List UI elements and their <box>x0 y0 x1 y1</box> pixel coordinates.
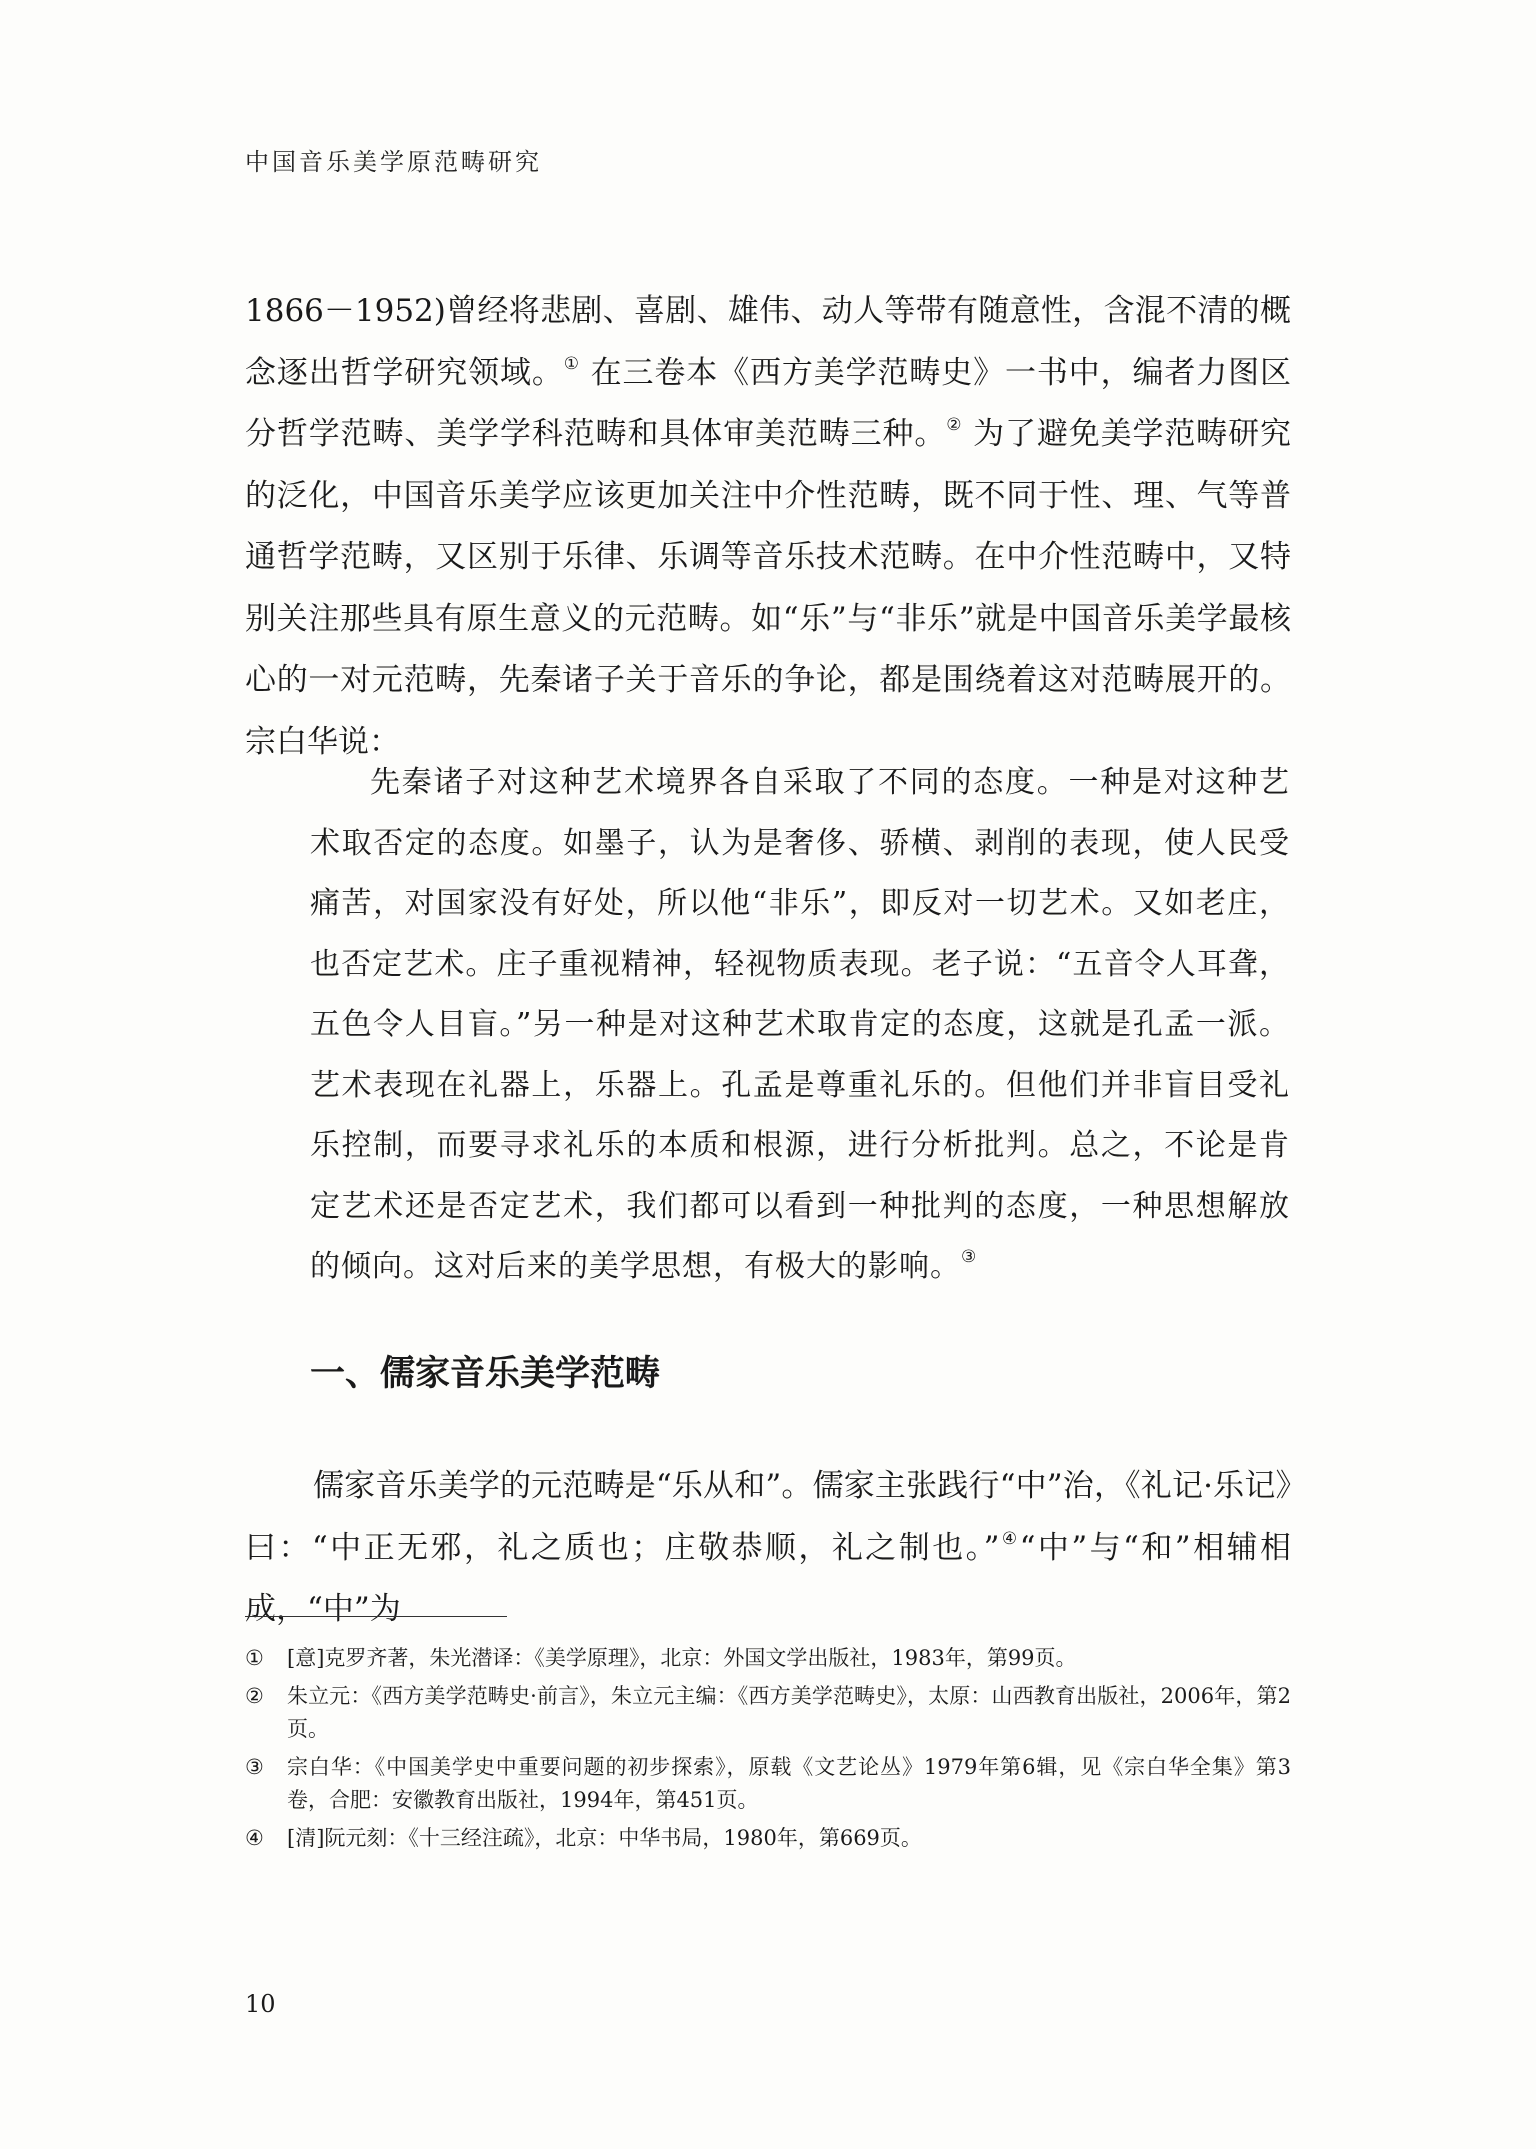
footnote-text: 朱立元：《西方美学范畴史·前言》，朱立元主编：《西方美学范畴史》，太原：山西教育出版社，2006年，第2页。 <box>287 1684 1291 1741</box>
quote-text: 先秦诸子对这种艺术境界各自采取了不同的态度。一种是对这种艺术取否定的态度。如墨子，认为是奢侈、骄横、剥削的表现，使人民受痛苦，对国家没有好处，所以他“非乐”，即反对一切艺术。又如老庄，也否定艺术。庄子重视精神，轻视物质表现。老子说：“五音令人耳聋，五色令人目盲。”另一种是对这种艺术取肯定的态度，这就是孔孟一派。艺术表现在礼器上，乐器上。孔孟是尊重礼乐的。但他们并非盲目受礼乐控制，而要寻求礼乐的本质和根源，进行分析批判。总之，不论是肯定艺术还是否定艺术，我们都可以看到一种批判的态度，一种思想解放的倾向。这对后来的美学思想，有极大的影响。 <box>310 765 1290 1284</box>
footnote-mark: ④ <box>245 1826 264 1850</box>
footnote-mark: ② <box>245 1684 264 1708</box>
paragraph-text: 1866－1952)曾经将悲剧、喜剧、雄伟、动人等带有随意性，含混不清的概念逐出哲学研究领域。 <box>245 293 1291 391</box>
footnote-ref-3[interactable]: ③ <box>961 1247 978 1267</box>
paragraph-text: 为了避免美学范畴研究的泛化，中国音乐美学应该更加关注中介性范畴，既不同于性、理、气等普通哲学范畴，又区别于乐律、乐调等音乐技术范畴。在中介性范畴中，又特别关注那些具有原生意义的元范畴。如“乐”与“非乐”就是中国音乐美学最核心的一对元范畴，先秦诸子关于音乐的争论，都是围绕着这对范畴展开的。宗白华说： <box>245 416 1291 760</box>
footnote-item <box>245 1642 1291 1675</box>
body-paragraph-1 <box>245 281 1291 773</box>
footnote-item <box>245 1822 1291 1855</box>
footnote-item <box>245 1680 1291 1746</box>
footnotes-list <box>245 1642 1291 1860</box>
footnote-mark: ① <box>245 1646 264 1670</box>
section-heading: 一、儒家音乐美学范畴 <box>310 1354 661 1394</box>
paragraph-text: 儒家音乐美学的元范畴是“乐从和”。儒家主张践行“中”治，《礼记·乐记》曰：“中正无邪，礼之质也；庄敬恭顺，礼之制也。” <box>245 1468 1291 1566</box>
footnote-text: [意]克罗齐著，朱光潜译：《美学原理》，北京：外国文学出版社，1983年，第99页。 <box>287 1646 1077 1670</box>
footnote-item <box>245 1751 1291 1817</box>
paragraph-text: 在三卷本《西方美学范畴史》一书中，编者力图区分哲学范畴、美学学科范畴和具体审美范畴三种。 <box>245 354 1292 452</box>
page-number: 10 <box>245 1990 276 2018</box>
footnote-mark: ③ <box>245 1755 264 1779</box>
block-quote <box>310 753 1290 1298</box>
footnote-text: 宗白华：《中国美学史中重要问题的初步探索》，原载《文艺论丛》1979年第6辑，见《宗白华全集》第3卷，合肥：安徽教育出版社，1994年，第451页。 <box>287 1755 1291 1812</box>
footnote-text: [清]阮元刻：《十三经注疏》，北京：中华书局，1980年，第669页。 <box>287 1826 922 1850</box>
body-paragraph-2 <box>245 1456 1291 1641</box>
footnote-ref-1[interactable]: ① <box>563 353 580 374</box>
paragraph-text: “中”与“和”相辅相成，“中”为 <box>245 1529 1291 1627</box>
footnote-ref-4[interactable]: ④ <box>999 1528 1020 1549</box>
footnote-ref-2[interactable]: ② <box>946 415 963 435</box>
footnote-divider <box>245 1616 507 1617</box>
running-head: 中国音乐美学原范畴研究 <box>245 148 542 176</box>
